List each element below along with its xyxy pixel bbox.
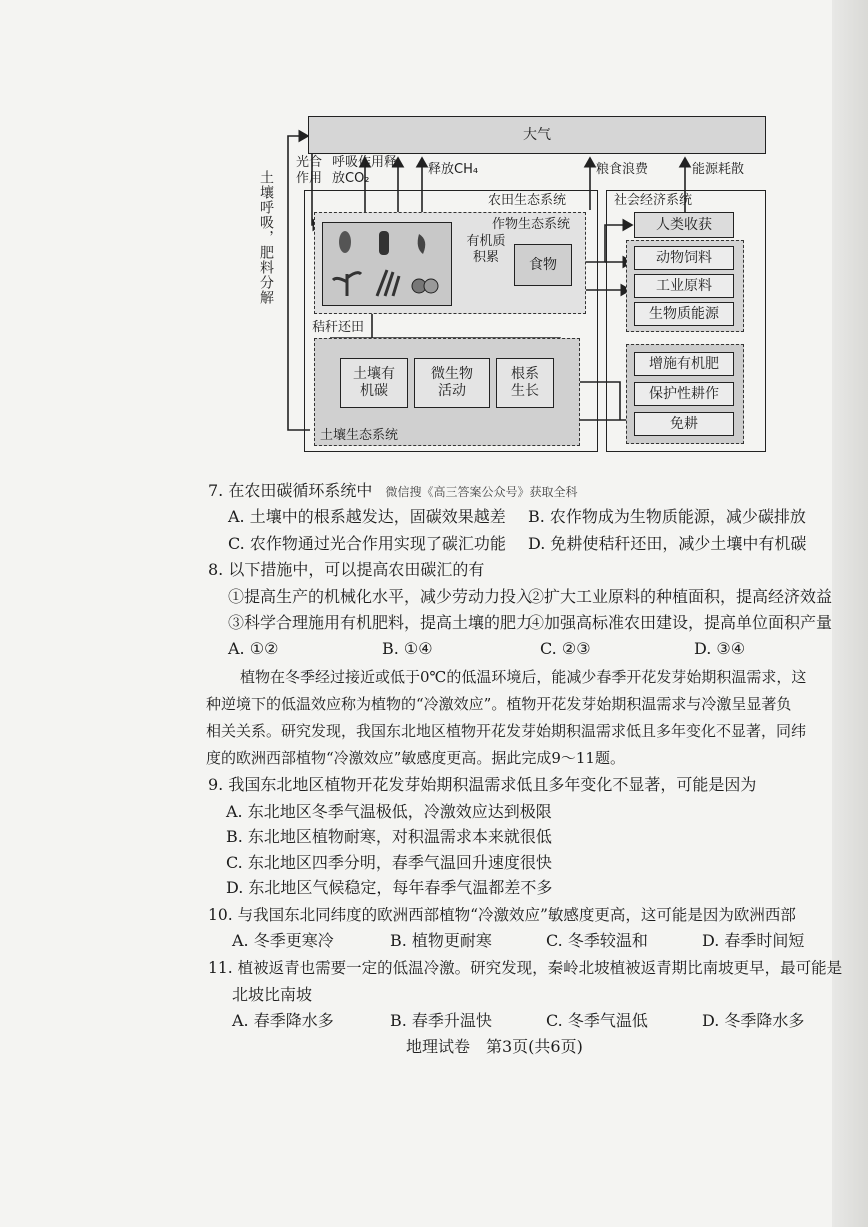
q7-option-b: B. 农作物成为生物质能源，减少碳排放 <box>528 507 806 526</box>
biomass-energy-label: 生物质能源 <box>649 305 719 322</box>
industrial-material-box <box>634 274 734 298</box>
q10-option-c: C. 冬季较温和 <box>546 931 648 950</box>
q8-option-d: D. ③④ <box>694 639 746 658</box>
q7-option-a: A. 土壤中的根系越发达，固碳效果越差 <box>228 507 506 526</box>
q9-option-b: B. 东北地区植物耐寒，对积温需求本来就很低 <box>226 827 552 846</box>
q11-option-a: A. 春季降水多 <box>232 1011 334 1030</box>
crop-plants-icon <box>327 226 447 302</box>
energy-loss-label: 能源耗散 <box>692 162 745 177</box>
q11-option-b: B. 春季升温快 <box>390 1011 492 1030</box>
animal-feed-label: 动物饲料 <box>656 249 712 266</box>
straw-return-label: 秸秆还田 <box>312 320 365 335</box>
q8-option-a: A. ①② <box>228 639 279 658</box>
watermark-text: 微信搜《高三答案公众号》获取全科 <box>385 485 578 499</box>
conservation-tillage-box <box>634 382 734 406</box>
socio-system-label: 社会经济系统 <box>614 193 693 208</box>
microbe-activity-label: 微生物活动 <box>431 366 473 399</box>
q9-option-d: D. 东北地区气候稳定，每年春季气温都差不多 <box>226 878 553 897</box>
q11-stem-line-2: 北坡比南坡 <box>232 985 313 1004</box>
q7-option-d: D. 免耕使秸秆还田，减少土壤中有机碳 <box>528 534 807 553</box>
q8-item-1: ①提高生产的机械化水平，减少劳动力投入 <box>228 587 533 606</box>
q9-stem: 9. 我国东北地区植物开花发芽始期积温需求低且多年变化不显著，可能是因为 <box>208 775 757 794</box>
human-harvest-label: 人类收获 <box>656 216 712 233</box>
soil-organic-carbon-label: 土壤有机碳 <box>353 366 395 399</box>
q7-stem-text: 7. 在农田碳循环系统中 <box>208 481 373 500</box>
q9-option-c: C. 东北地区四季分明，春季气温回升速度很快 <box>226 853 552 872</box>
q8-option-b: B. ①④ <box>382 639 433 658</box>
q10-option-d: D. 春季时间短 <box>702 931 805 950</box>
ch4-label: 释放CH₄ <box>428 162 479 177</box>
q11-stem-line-1: 11. 植被返青也需要一定的低温冷激。研究发现，秦岭北坡植被返青期比南坡更早，最可能是 <box>208 959 843 977</box>
atmosphere-box <box>308 116 766 154</box>
passage-line-1: 植物在冬季经过接近或低于0℃的低温环境后，能减少春季开花发芽始期积温需求，这 <box>240 668 807 686</box>
q8-item-3: ③科学合理施用有机肥料，提高土壤的肥力 <box>228 613 533 632</box>
grain-waste-label: 粮食浪费 <box>596 162 649 177</box>
q8-stem: 8. 以下措施中，可以提高农田碳汇的有 <box>208 560 485 579</box>
paddy-system-label: 农田生态系统 <box>488 193 567 208</box>
organic-matter-label: 有机质积累 <box>466 234 506 265</box>
atmosphere-label: 大气 <box>523 126 551 143</box>
root-growth-box <box>496 358 554 408</box>
root-growth-label: 根系生长 <box>511 366 539 399</box>
crop-plants-box <box>322 222 452 306</box>
passage-line-2: 种逆境下的低温效应称为植物的“冷激效应”。植物开花发芽始期积温需求与冷激呈显著负 <box>206 695 792 713</box>
q10-option-a: A. 冬季更寒冷 <box>232 931 334 950</box>
animal-feed-box <box>634 246 734 270</box>
biomass-energy-box <box>634 302 734 326</box>
food-label: 食物 <box>529 256 557 273</box>
passage-line-4: 度的欧洲西部植物“冷激效应”敏感度更高。据此完成9～11题。 <box>206 749 625 767</box>
microbe-activity-box <box>414 358 490 408</box>
conservation-tillage-label: 保护性耕作 <box>649 385 719 402</box>
industrial-material-label: 工业原料 <box>656 277 712 294</box>
photosynthesis-label: 光合作用 <box>296 155 323 186</box>
soil-organic-carbon-box <box>340 358 408 408</box>
q8-option-c: C. ②③ <box>540 639 591 658</box>
q7-option-c: C. 农作物通过光合作用实现了碳汇功能 <box>228 534 506 553</box>
q11-option-d: D. 冬季降水多 <box>702 1011 805 1030</box>
no-tillage-box <box>634 412 734 436</box>
respiration-label: 呼吸作用释放CO₂ <box>332 155 398 186</box>
human-harvest-box <box>634 212 734 238</box>
soil-respiration-label: 土壤呼吸，肥料分解 <box>258 170 274 305</box>
q11-option-c: C. 冬季气温低 <box>546 1011 648 1030</box>
soil-system-label: 土壤生态系统 <box>320 428 399 443</box>
organic-fertilizer-label: 增施有机肥 <box>649 355 719 372</box>
food-box <box>514 244 572 286</box>
q10-stem: 10. 与我国东北同纬度的欧洲西部植物“冷激效应”敏感度更高，这可能是因为欧洲西部 <box>208 906 796 924</box>
q9-option-a: A. 东北地区冬季气温极低，冷激效应达到极限 <box>226 802 552 821</box>
page-footer: 地理试卷 第3页(共6页) <box>406 1037 583 1056</box>
q8-item-2: ②扩大工业原料的种植面积，提高经济效益 <box>528 587 833 606</box>
crop-system-label: 作物生态系统 <box>492 217 571 232</box>
no-tillage-label: 免耕 <box>670 415 698 432</box>
q8-item-4: ④加强高标准农田建设，提高单位面积产量 <box>528 613 833 632</box>
q10-option-b: B. 植物更耐寒 <box>390 931 492 950</box>
organic-fertilizer-box <box>634 352 734 376</box>
passage-line-3: 相关关系。研究发现，我国东北地区植物开花发芽始期积温需求低且多年变化不显著，同纬 <box>206 722 807 740</box>
